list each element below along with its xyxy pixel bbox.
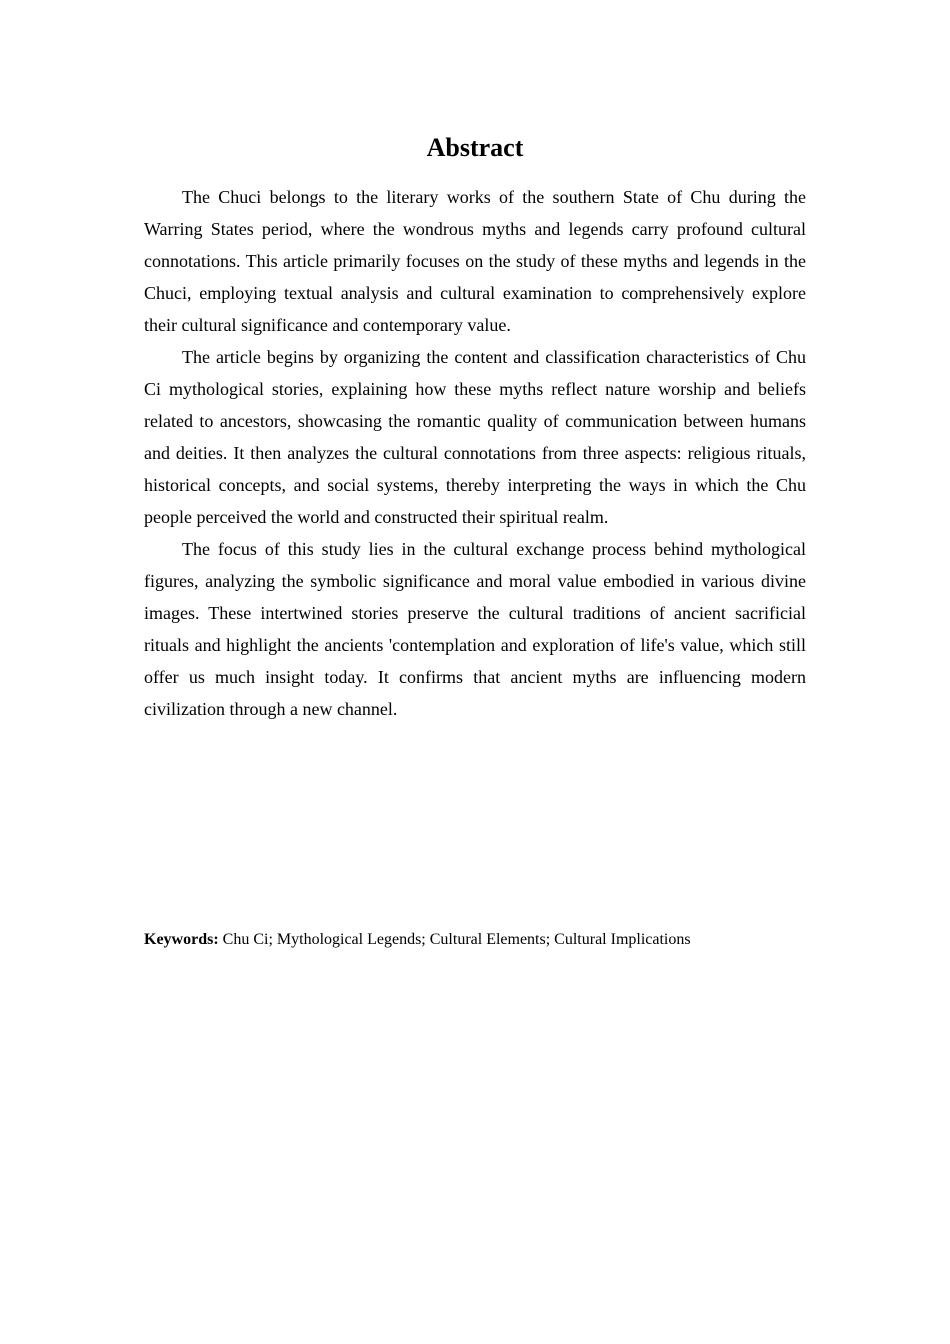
keywords-line	[144, 929, 844, 951]
abstract-paragraph-3: The focus of this study lies in the cultural exchange process behind mythological figures, analyzing the symbolic significance and moral value embodied in various divine images. These intertwined stories preserve the cultural traditions of ancient sacrificial rituals and highlight the ancients 'contemplation and exploration of life's value, which still offer us much insight today. It confirms that ancient myths are influencing modern civilization through a new channel.	[144, 539, 806, 719]
keywords-label: Keywords:	[144, 931, 219, 948]
keywords-text: Chu Ci; Mythological Legends; Cultural Elements; Cultural Implications	[222, 931, 691, 948]
abstract-title: Abstract	[426, 133, 524, 162]
abstract-body	[144, 181, 806, 725]
abstract-paragraph-1: The Chuci belongs to the literary works of the southern State of Chu during the Warring States period, where the wondrous myths and legends carry profound cultural connotations. This article primarily focuses on the study of these myths and legends in the Chuci, employing textual analysis and cultural examination to comprehensively explore their cultural significance and contemporary value.	[144, 187, 806, 335]
abstract-paragraph-2: The article begins by organizing the content and classification characteristics of Chu Ci mythological stories, explaining how these myths reflect nature worship and beliefs related to ancestors, showcasing the romantic quality of communication between humans and deities. It then analyzes the cultural connotations from three aspects: religious rituals, historical concepts, and social systems, thereby interpreting the ways in which the Chu people perceived the world and constructed their spiritual realm.	[144, 347, 806, 527]
